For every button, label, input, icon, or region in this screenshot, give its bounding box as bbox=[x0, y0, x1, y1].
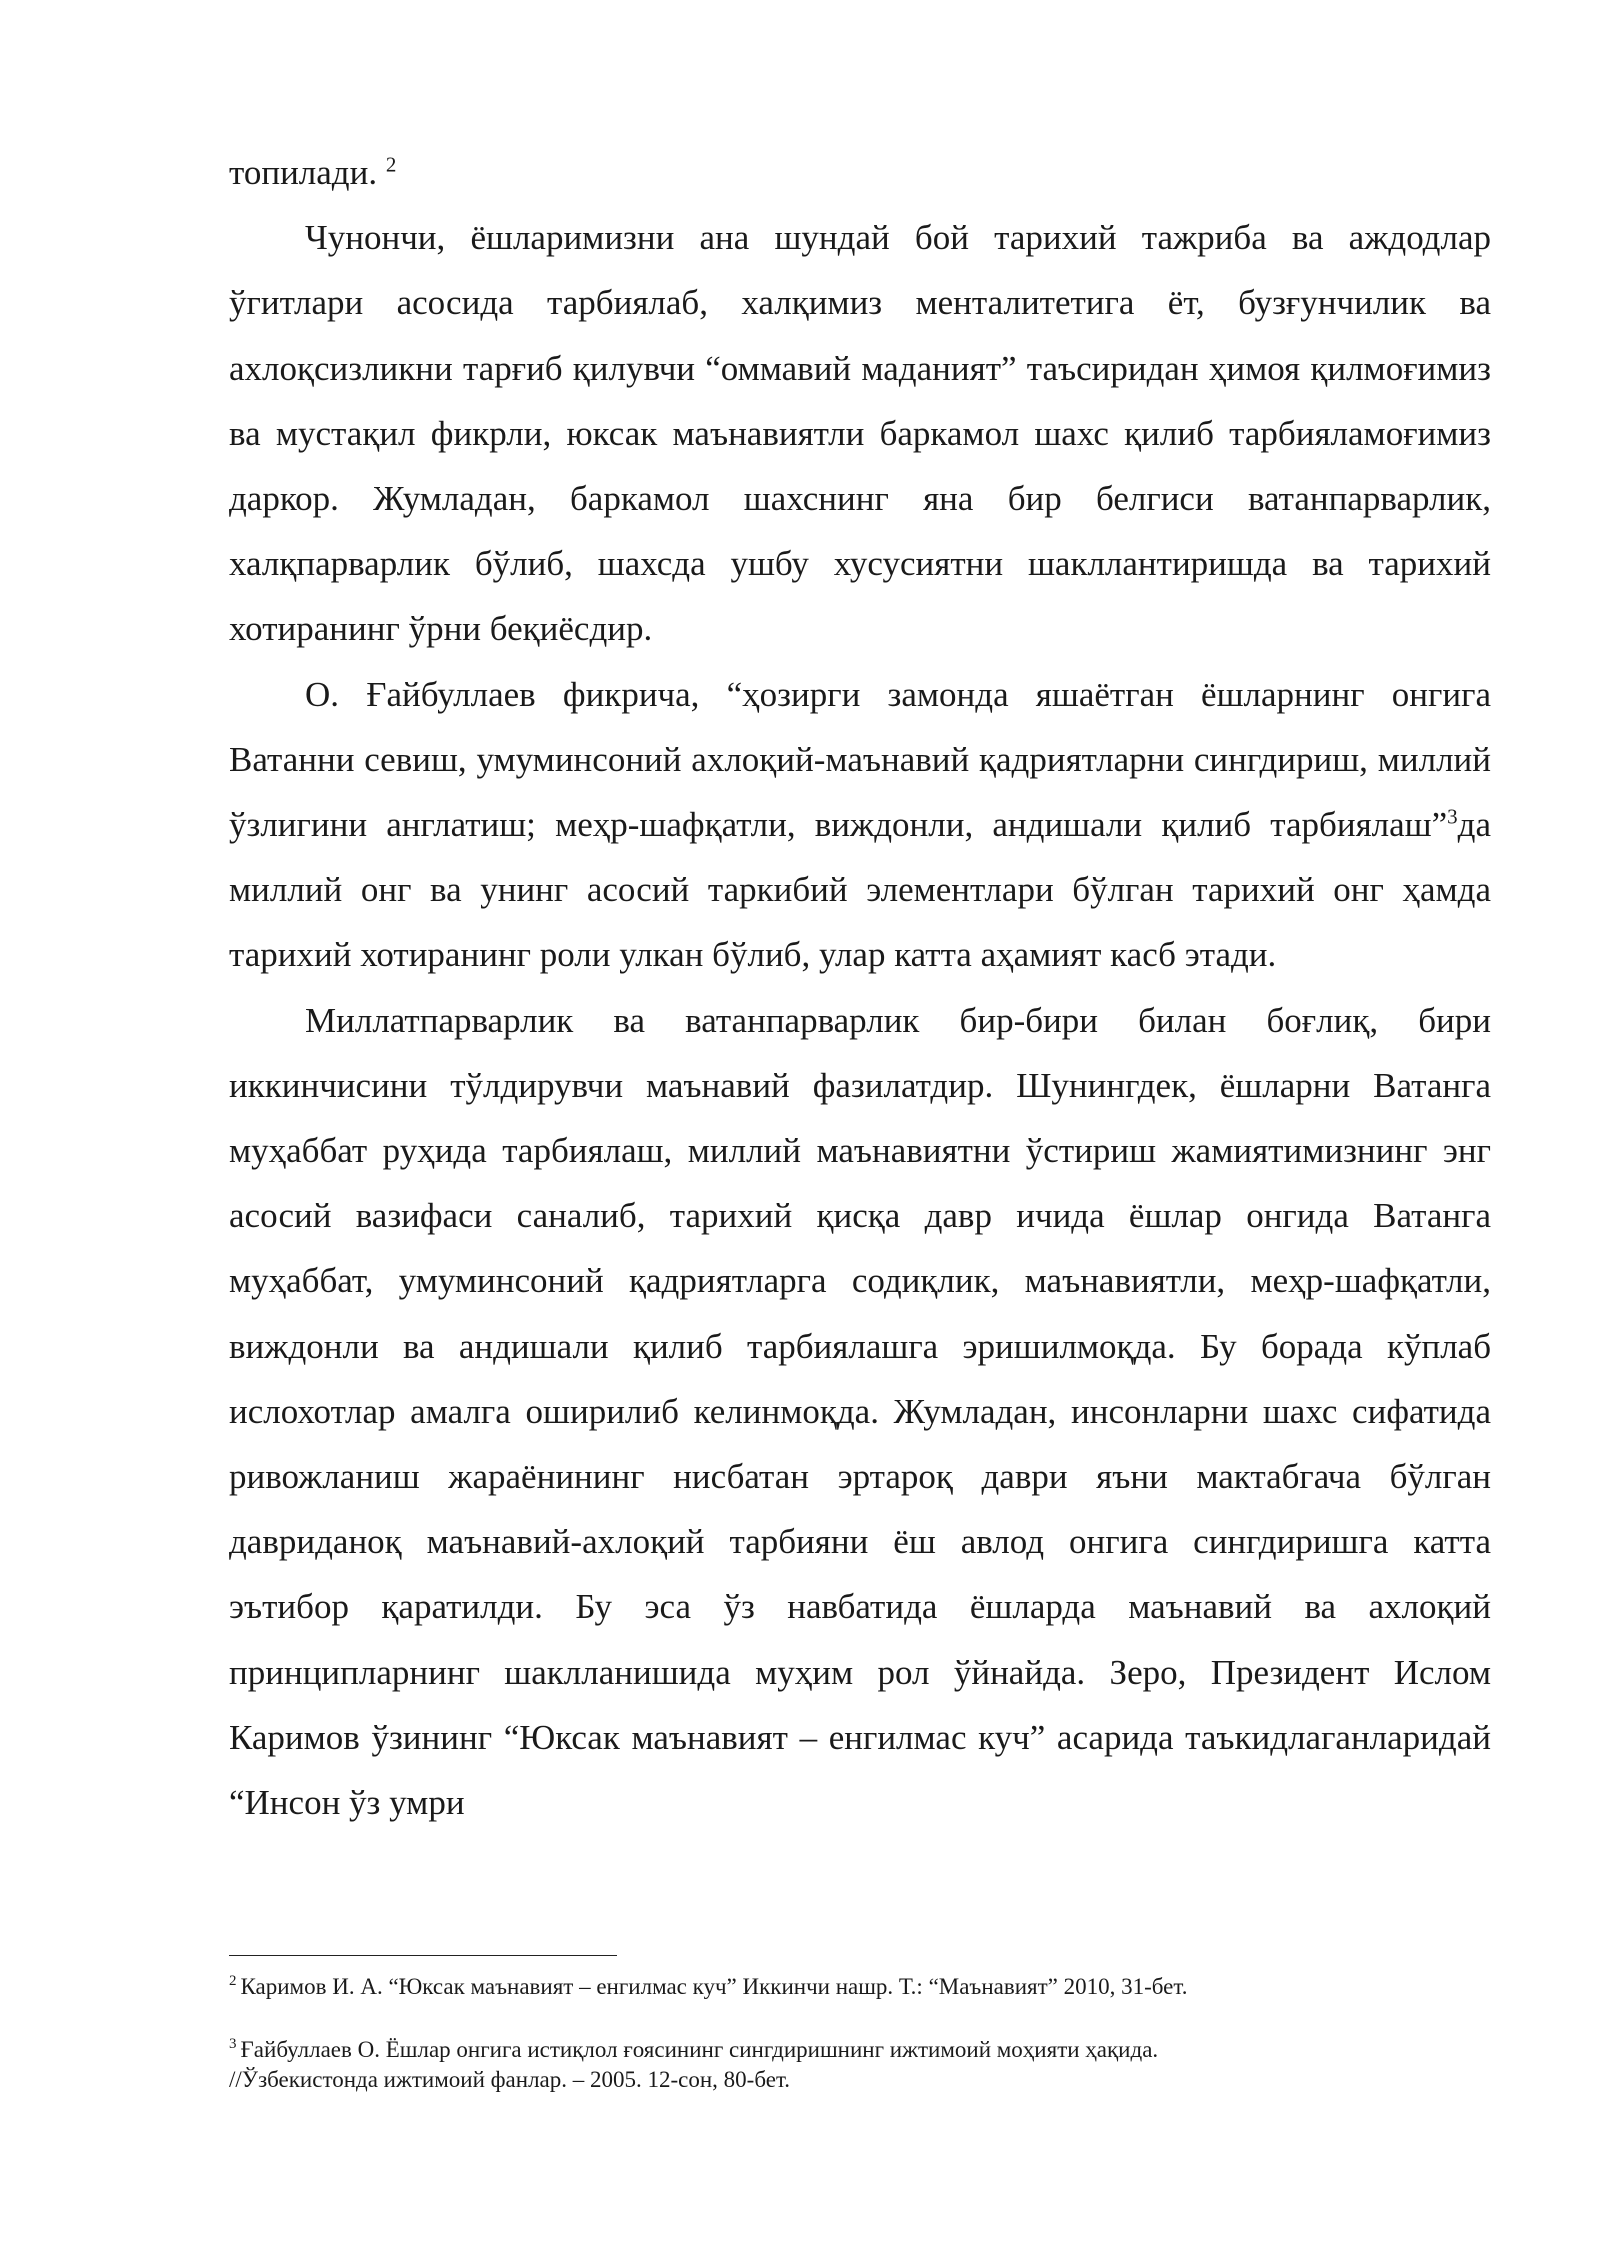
paragraph-continuation bbox=[229, 140, 1491, 205]
page-body bbox=[229, 140, 1491, 1835]
paragraph-text: О. Ғайбуллаев фикрича, “ҳозирги замонда яшаётган ёшларнинг онгига Ватанни севиш, умуминсоний ахлоқий-маънавий қадриятларни сингдириш, миллий ўзлигини англатиш; меҳр-шафқатли, виждонли, андишали қилиб тарбиялаш” bbox=[229, 674, 1491, 845]
paragraph-text: топилади. bbox=[229, 153, 386, 192]
footnote bbox=[229, 1972, 1491, 2002]
footnote-text: //Ўзбекистонда ижтимоий фанлар. – 2005. 12-сон, 80-бет. bbox=[229, 2067, 791, 2092]
footnote-reference[interactable]: 3 bbox=[1447, 804, 1458, 829]
footnotes bbox=[229, 1972, 1491, 2095]
paragraph-with-footnote bbox=[229, 662, 1491, 988]
footnote-text: Каримов И. А. “Юксак маънавият – енгилмас куч” Иккинчи нашр. Т.: “Маънавият” 2010, 31-бет. bbox=[240, 1974, 1188, 1999]
footnote bbox=[229, 2035, 1491, 2095]
paragraph-text: да миллий онг ва унинг асосий таркибий элементлари бўлган тарихий онг ҳамда тарихий хотиранинг роли улкан бўлиб, улар катта аҳамият касб этади. bbox=[229, 805, 1491, 975]
footnote-separator bbox=[229, 1955, 617, 1956]
footnote-marker: 3 bbox=[229, 2036, 237, 2053]
paragraph: Чунончи, ёшларимизни ана шундай бой тарихий тажриба ва аждодлар ўгитлари асосида тарбиялаб, халқимиз менталитетига ёт, бузғунчилик ва ахлоқсизликни тарғиб қилувчи “оммавий маданият” таъсиридан ҳимоя қилмоғимиз ва мустақил фикрли, юксак маънавиятли баркамол шахс қилиб тарбияламоғимиз даркор. Жумладан, баркамол шахснинг яна бир белгиси ватанпарварлик, халқпарварлик бўлиб, шахсда ушбу хусусиятни шакллантиришда ва тарихий хотиранинг ўрни беқиёсдир. bbox=[229, 218, 1491, 649]
footnote-text: Ғайбуллаев О. Ёшлар онгига истиқлол ғоясининг сингдиришнинг ижтимоий моҳияти ҳақида. bbox=[240, 2037, 1159, 2062]
footnote-marker: 2 bbox=[229, 1973, 237, 1990]
footnote-reference[interactable]: 2 bbox=[385, 152, 397, 177]
paragraph: Миллатпарварлик ва ватанпарварлик бир-бири билан боғлиқ, бири иккинчисини тўлдирувчи маънавий фазилатдир. Шунингдек, ёшларни Ватанга муҳаббат руҳида тарбиялаш, миллий маънавиятни ўстириш жамиятимизнинг энг асосий вазифаси саналиб, тарихий қисқа давр ичида ёшлар онгида Ватанга муҳаббат, умуминсоний қадриятларга содиқлик, маънавиятли, меҳр-шафқатли, виждонли ва андишали қилиб тарбиялашга эришилмоқда. Бу борада кўплаб ислохотлар амалга оширилиб келинмоқда. Жумладан, инсонларни шахс сифатида ривожланиш жараёнининг нисбатан эртароқ даври яъни мактабгача бўлган давриданоқ маънавий-ахлоқий тарбияни ёш авлод онгига сингдиришга катта эътибор қаратилди. Бу эса ўз навбатида ёшларда маънавий ва ахлоқий принципларнинг шаклланишида муҳим рол ўйнайда. Зеро, Президент Ислом Каримов ўзининг “Юксак маънавият – енгилмас куч” асарида таъкидлаганларидай “Инсон ўз умри bbox=[229, 1000, 1491, 1823]
